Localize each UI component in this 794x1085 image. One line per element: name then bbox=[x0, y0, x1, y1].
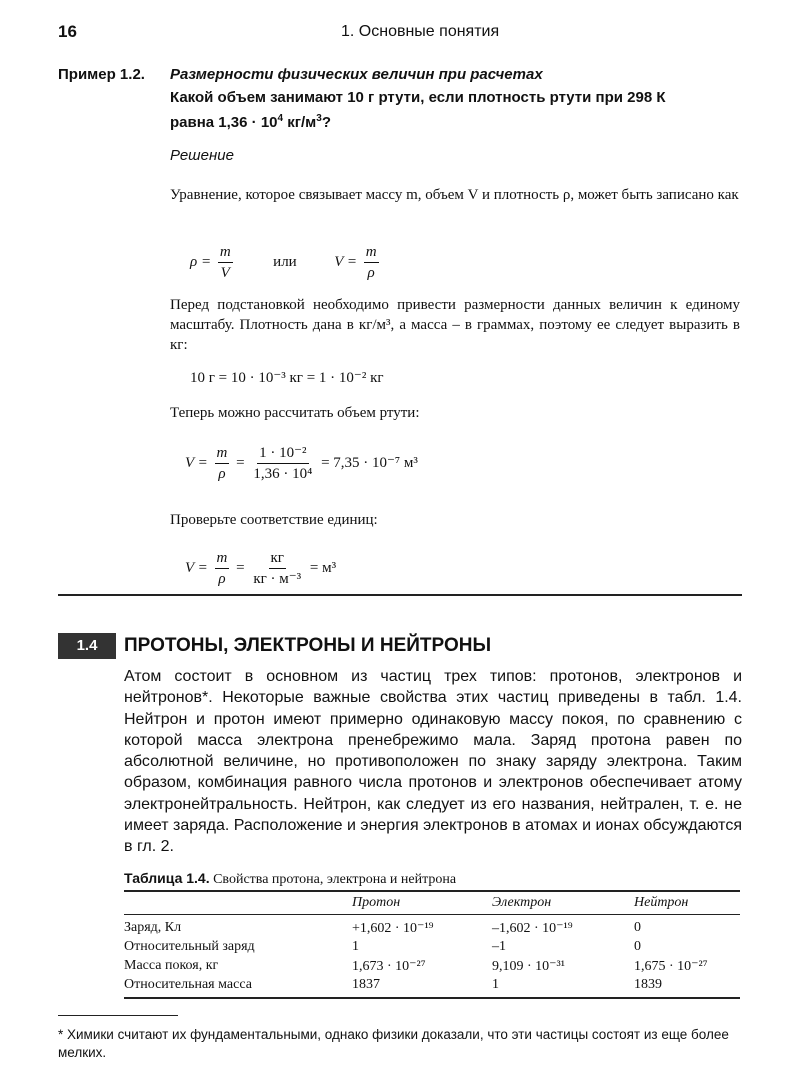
running-title: 1. Основные понятия bbox=[341, 23, 500, 40]
paragraph-equation-intro: Уравнение, которое связывает массу m, объем V и плотность ρ, может быть записано как bbox=[170, 187, 739, 203]
section-body-text: Атом состоит в основном из частиц трех типов: протонов, электронов и нейтронов*. Некоторые важные свойства этих частиц приведены в табл. 1.4. Нейтрон и протон имеют примерно одинаковую массу покоя, по сравнению с которой масса электрона пренебрежимо мала. Заряд протона равен по абсолютной величине, но противоположен по знаку заряду электрона. Таким образом, комбинация равного числа протонов и электронов обеспечивает атому электронейтральность. Нейтрон, как следует из его названия, нейтрален, т. е. не имеет заряда. Расположение и энергия электронов в атомах и ионах обсуждаются в гл. 2. bbox=[124, 668, 742, 856]
cell-rest-mass-electron: 9,109 · 10⁻³¹ bbox=[492, 959, 565, 974]
column-header-proton: Протон bbox=[352, 895, 401, 910]
example-question bbox=[170, 87, 755, 133]
row-label-relative-charge: Относительный заряд bbox=[124, 939, 255, 954]
paragraph-calculate-volume: Теперь можно рассчитать объем ртути: bbox=[170, 405, 420, 421]
row-label-relative-mass: Относительная масса bbox=[124, 977, 252, 992]
footnote-text: * Химики считают их фундаментальными, однако физики доказали, что эти частицы состоят из еще более мелких. bbox=[58, 1027, 729, 1060]
equation-mass-conversion: 10 г = 10 · 10⁻³ кг = 1 · 10⁻² кг bbox=[190, 370, 384, 386]
cell-relative-mass-electron: 1 bbox=[492, 977, 499, 992]
equation-volume-calculation: V = $\frac{m}{\rho}$ = $\frac{\text{1 · 10⁻²}}{\text{1,36 · 10⁴}}$ = 7,35 · 10⁻⁷ м³ bbox=[185, 445, 418, 482]
cell-charge-proton: +1,602 · 10⁻¹⁹ bbox=[352, 921, 434, 936]
page-number: 16 bbox=[58, 22, 77, 41]
cell-relative-charge-neutron: 0 bbox=[634, 939, 641, 954]
cell-rest-mass-proton: 1,673 · 10⁻²⁷ bbox=[352, 959, 426, 974]
table-top-rule bbox=[124, 890, 740, 892]
paragraph-units-conversion: Перед подстановкой необходимо привести размерности данных величин к единому масштабу. Плотность дана в кг/м³, а масса – в граммах, поэтому ее следует выразить в кг: bbox=[170, 297, 740, 353]
table-bottom-rule bbox=[124, 997, 740, 999]
question-line-2: равна $1,36 \cdot 10^4$ $кг/м^3$? bbox=[170, 113, 331, 131]
solution-label: Решение bbox=[170, 147, 234, 164]
cell-relative-mass-neutron: 1839 bbox=[634, 977, 662, 992]
example-title: Размерности физических величин при расчетах bbox=[170, 66, 543, 83]
cell-relative-charge-proton: 1 bbox=[352, 939, 359, 954]
column-header-electron: Электрон bbox=[492, 895, 552, 910]
cell-relative-charge-electron: –1 bbox=[492, 939, 506, 954]
footnote-rule bbox=[58, 1015, 178, 1016]
table-caption: Таблица 1.4. Свойства протона, электрона и нейтрона bbox=[124, 870, 457, 887]
paragraph-check-units: Проверьте соответствие единиц: bbox=[170, 512, 378, 528]
cell-relative-mass-proton: 1837 bbox=[352, 977, 380, 992]
table-header-rule bbox=[124, 914, 740, 915]
row-label-charge: Заряд, Кл bbox=[124, 920, 182, 935]
equation-density-volume: ρ = $\frac{m}{V}$ или V = $\frac{m}{\rho}$ bbox=[190, 244, 377, 281]
example-label: Пример 1.2. bbox=[58, 66, 145, 83]
column-header-neutron: Нейтрон bbox=[634, 895, 689, 910]
cell-charge-neutron: 0 bbox=[634, 920, 641, 935]
cell-charge-electron: –1,602 · 10⁻¹⁹ bbox=[492, 921, 573, 936]
section-divider bbox=[58, 594, 742, 596]
section-title: ПРОТОНЫ, ЭЛЕКТРОНЫ И НЕЙТРОНЫ bbox=[124, 635, 492, 656]
section-number-badge: 1.4 bbox=[58, 633, 116, 659]
row-label-rest-mass: Масса покоя, кг bbox=[124, 958, 219, 973]
equation-units-check: V = $\frac{m}{\rho}$ = $\frac{кг}{\text{кг · м⁻³}}$ = м³ bbox=[185, 550, 337, 587]
question-line-1: Какой объем занимают 10 г ртути, если плотность ртути при 298 К bbox=[170, 89, 666, 106]
cell-rest-mass-neutron: 1,675 · 10⁻²⁷ bbox=[634, 959, 708, 974]
